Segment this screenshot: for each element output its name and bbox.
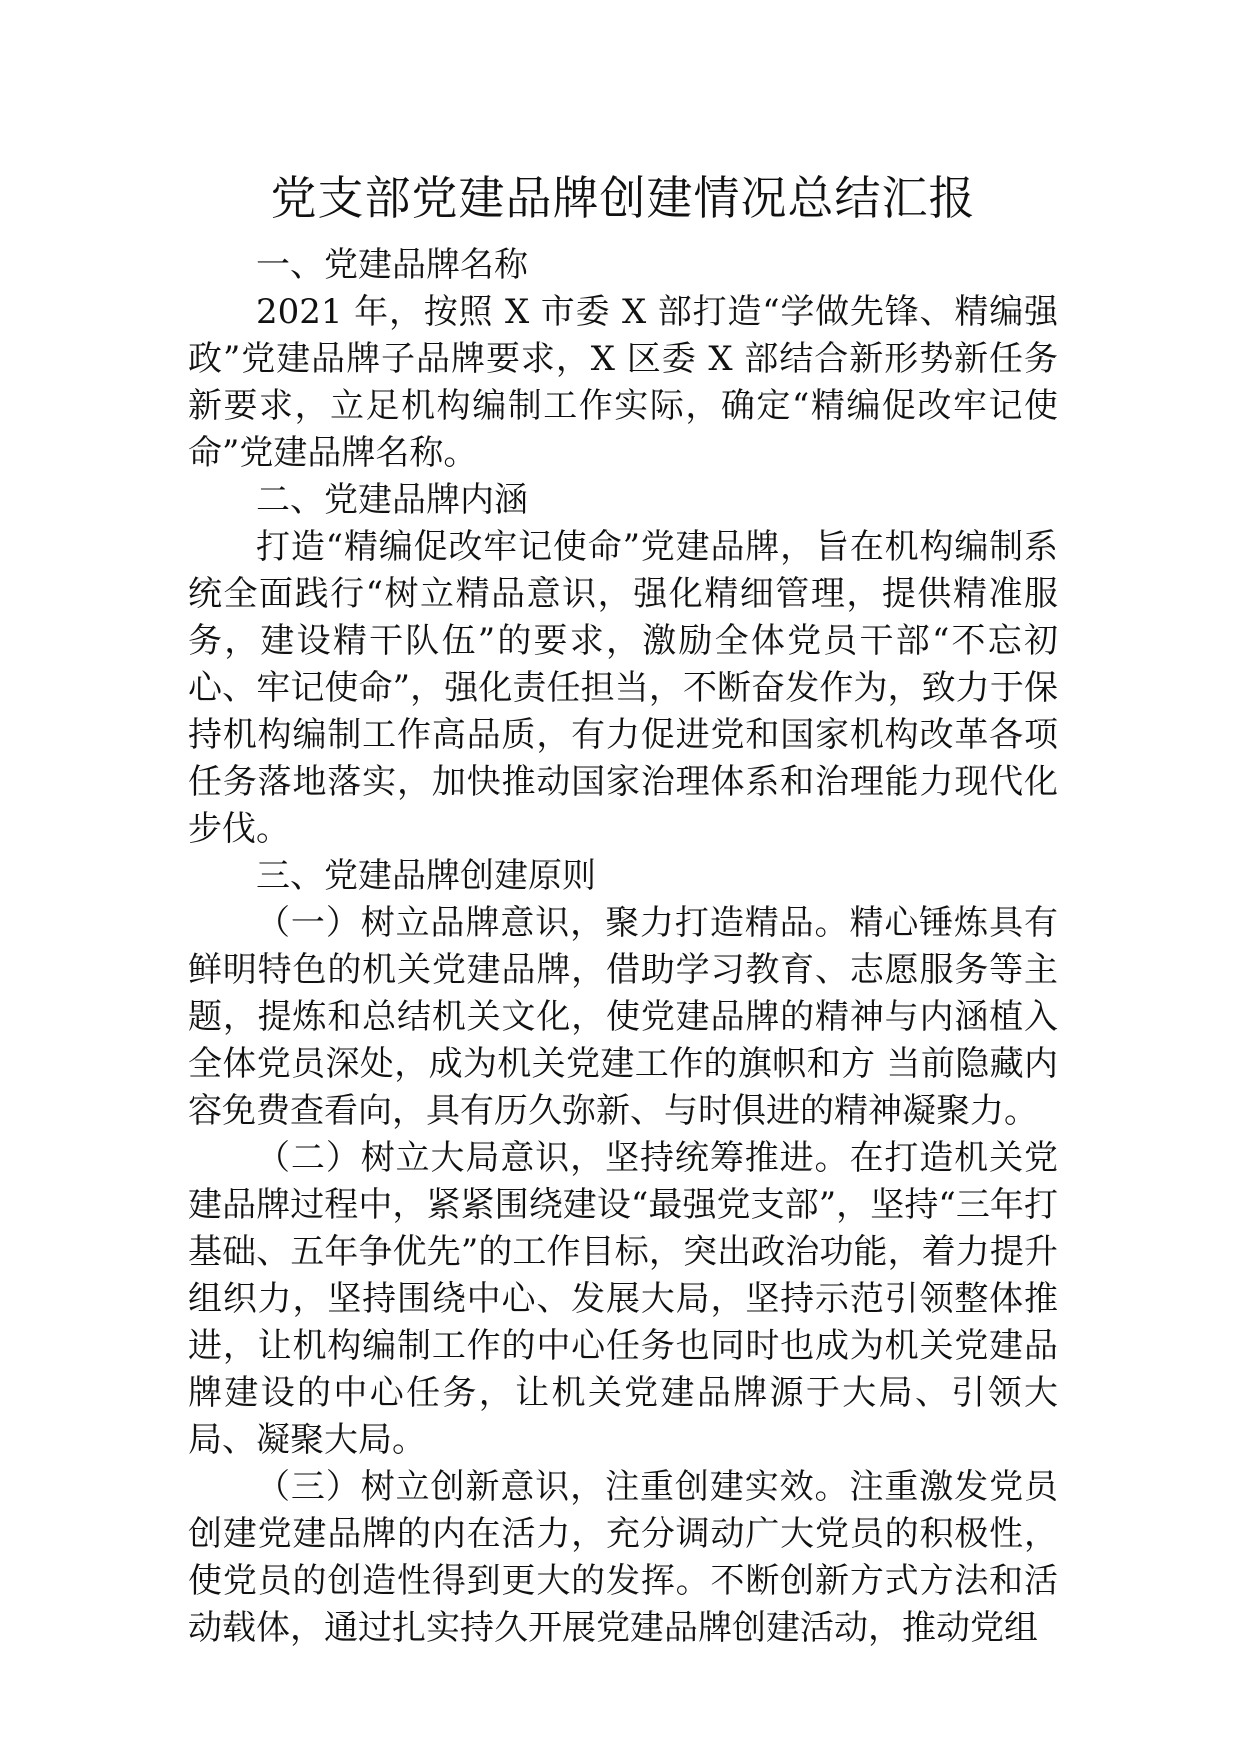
document-title: 党支部党建品牌创建情况总结汇报: [270, 171, 976, 225]
paragraph-5: （三）树立创新意识，注重创建实效。注重激发党员创建党建品牌的内在活力，充分调动广大党员的积极性，使党员的创造性得到更大的发挥。不断创新方式方法和活动载体，通过扎实持久开展党建品牌创建活动，推动党组: [188, 1467, 1058, 1648]
section-heading-1: 一、党建品牌名称: [256, 245, 528, 285]
paragraph-2: 打造“精编促改牢记使命”党建品牌，旨在机构编制系统全面践行“树立精品意识，强化精细管理，提供精准服务，建设精干队伍”的要求，激励全体党员干部“不忘初心、牢记使命”，强化责任担当，不断奋发作为，致力于保持机构编制工作高品质，有力促进党和国家机构改革各项任务落地落实，加快推动国家治理体系和治理能力现代化步伐。: [188, 527, 1058, 849]
paragraph-1: 2021 年，按照 X 市委 X 部打造“学做先锋、精编强政”党建品牌子品牌要求，X 区委 X 部结合新形势新任务新要求，立足机构编制工作实际，确定“精编促改牢记使命”党建品牌名称。: [188, 292, 1058, 473]
section-heading-3: 三、党建品牌创建原则: [256, 856, 596, 896]
section-heading-2: 二、党建品牌内涵: [256, 480, 528, 520]
paragraph-4: （二）树立大局意识，坚持统筹推进。在打造机关党建品牌过程中，紧紧围绕建设“最强党支部”，坚持“三年打基础、五年争优先”的工作目标，突出政治功能，着力提升组织力，坚持围绕中心、发展大局，坚持示范引领整体推进，让机构编制工作的中心任务也同时也成为机关党建品牌建设的中心任务，让机关党建品牌源于大局、引领大局、凝聚大局。: [188, 1138, 1058, 1460]
paragraph-3: （一）树立品牌意识，聚力打造精品。精心锤炼具有鲜明特色的机关党建品牌，借助学习教育、志愿服务等主题，提炼和总结机关文化，使党建品牌的精神与内涵植入全体党员深处，成为机关党建工作的旗帜和方 当前隐藏内容免费查看向，具有历久弥新、与时俱进的精神凝聚力。: [188, 903, 1058, 1131]
document-page: [188, 160, 1058, 1652]
